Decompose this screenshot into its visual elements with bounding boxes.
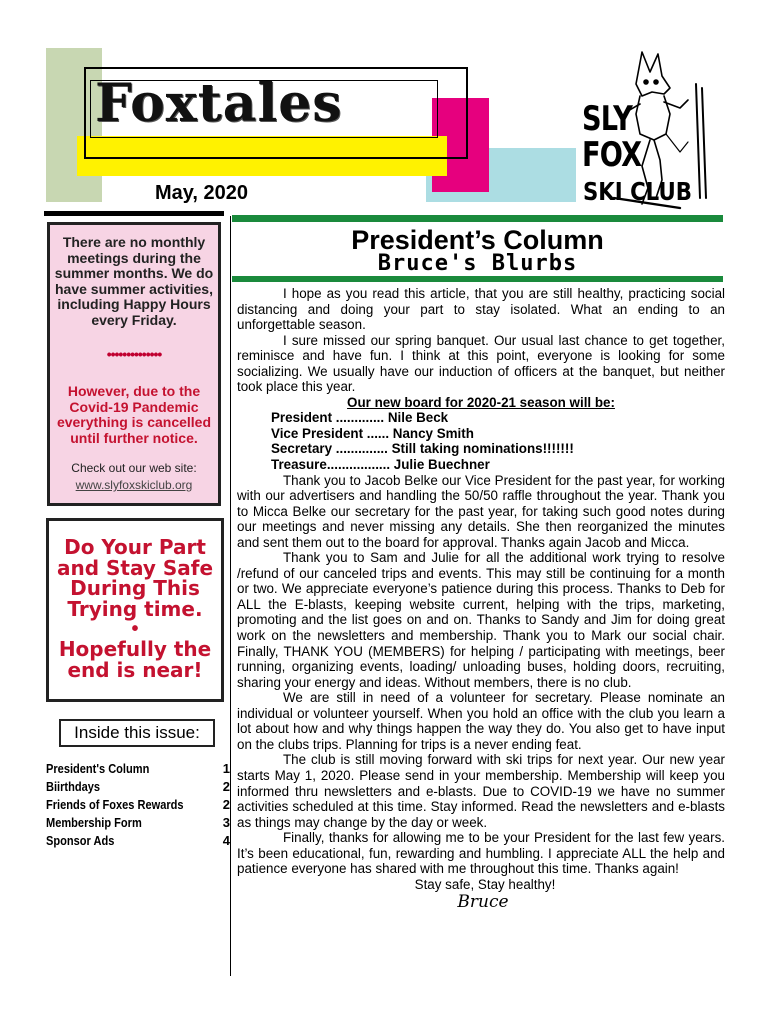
column-top-rule	[232, 215, 723, 222]
article-title: President’s Column	[351, 225, 604, 255]
toc-page: 4	[222, 833, 230, 848]
officer-line: Secretary .............. Still taking nominations!!!!!!!	[271, 441, 574, 457]
table-of-contents	[46, 760, 230, 850]
toc-page: 1	[222, 761, 230, 776]
newsletter-title: Foxtales	[95, 73, 343, 134]
logo-text-fox: FOX	[582, 135, 642, 175]
safe-line: Trying time.	[67, 596, 203, 621]
toc-page: 2	[222, 797, 230, 812]
stay-safe-box	[46, 518, 224, 702]
toc-label: Sponsor Ads	[46, 833, 115, 848]
toc-label: President's Column	[46, 761, 150, 776]
officer-line: Treasure................. Julie Buechner	[271, 457, 490, 473]
article-paragraph: Thank you to Jacob Belke our Vice President for the past year, for working with our advertisers and handling the 50/50 raffle throughout the year. Thank you to Micca Belke our secretary for the past year, for taking such good notes during our meetings and never missing any details. She then reorganized the minutes and sent them out to the board for approval. Thanks again Jacob and Micca.	[237, 472, 725, 550]
safe-line: and Stay Safe	[56, 555, 214, 580]
hope-line: end is near!	[67, 657, 203, 682]
article-body	[237, 286, 725, 912]
toc-item[interactable]	[46, 760, 230, 778]
toc-label: Membership Form	[46, 815, 142, 830]
sidebar-top-rule	[44, 211, 224, 216]
article-paragraph: Thank you to Sam and Julie for all the additional work trying to resolve /refund of our canceled trips and events. This may still be continuing for a month or two. We appreciate everyone’s patience during this process. Thanks to Deb for ALL the E-blasts, keeping website current, helping with the trips, marketing, promoting and the list goes on and on. Thanks to Sandy and Jim for doing great work on the newsletters and membership. Thank you to Mark our social chair. Finally, THANK YOU (MEMBERS) for helping / participating with meetings, beer running, organizing events, loading/ unloading buses, holding doors, recruiting, sharing your energy and ideas. Without members, there is no club.	[237, 550, 725, 690]
toc-item[interactable]	[46, 778, 230, 796]
toc-page: 3	[222, 815, 230, 830]
signature: Bruce	[457, 892, 509, 913]
toc-page: 2	[222, 779, 230, 794]
safe-line: Do Your Part	[64, 535, 206, 559]
article-paragraph: Finally, thanks for allowing me to be your President for the last few years. It’s been educational, fun, rewarding and humbling. I appreciate ALL the help and patience everyone has shared with me throughout this time. Thanks again!	[237, 830, 725, 877]
closing-line: Stay safe, Stay healthy!	[414, 876, 556, 892]
toc-label: Friends of Foxes Rewards	[46, 797, 184, 812]
inside-issue-heading: Inside this issue:	[59, 719, 215, 747]
covid-notice-text: However, due to the Covid-19 Pandemic everything is cancelled until further notice.	[56, 383, 212, 446]
website-prompt: Check out our web site:	[71, 461, 197, 475]
board-heading: Our new board for 2020-21 season will be:	[347, 394, 615, 410]
logo-text-ski-club: SKI CLUB	[583, 177, 692, 206]
article-paragraph: The club is still moving forward with ski trips for next year. Our new year starts May 1, 2020. Please send in your membership. Membership will keep you informed thru newsletters and e-blasts. Due to COVID-19 we have no summer activities scheduled at this time. Stay informed. Read the newsletters and e-blasts as things may change by the day or week.	[237, 752, 725, 830]
article-paragraph: We are still in need of a volunteer for secretary. Please nominate an individual or volunteer yourself. When you hold an office with the club you learn a lot about how and why things happen the way they do. You also get to have input on the clubs trips. Planning for trips is a never ending feat.	[237, 690, 725, 752]
summer-notice-text: There are no monthly meetings during the summer months. We do have summer activities, including Happy Hours every Friday.	[54, 234, 214, 328]
notice-divider: ••••••••••••••	[106, 346, 162, 362]
hope-line: Hopefully the	[58, 637, 212, 661]
article-subtitle: Bruce's Blurbs	[377, 251, 578, 276]
website-link[interactable]: www.slyfoxskiclub.org	[75, 478, 193, 492]
officer-line: Vice President ...... Nancy Smith	[271, 425, 474, 441]
column-title-rule	[232, 276, 723, 282]
article-paragraph: I hope as you read this article, that you are still healthy, practicing social distancing and doing your part to stay isolated. What an ending to an unforgettable season.	[237, 286, 725, 333]
bullet-icon: •	[131, 618, 139, 640]
column-divider	[230, 216, 231, 976]
toc-item[interactable]	[46, 796, 230, 814]
article-paragraph: I sure missed our spring banquet. Our usual last chance to get together, reminisce and have fun. I think at this point, everyone is looking for some socializing. We usually have our induction of officers at the banquet, but neither took place this year.	[237, 332, 725, 395]
logo-text-sly: SLY	[582, 99, 632, 139]
toc-item[interactable]	[46, 814, 230, 832]
issue-date: May, 2020	[155, 182, 249, 204]
officer-line: President ............. Nile Beck	[271, 410, 449, 426]
safe-line: During This	[70, 576, 200, 600]
toc-label: Biirthdays	[46, 779, 101, 794]
toc-item[interactable]	[46, 832, 230, 850]
summer-notice-box	[47, 222, 221, 506]
